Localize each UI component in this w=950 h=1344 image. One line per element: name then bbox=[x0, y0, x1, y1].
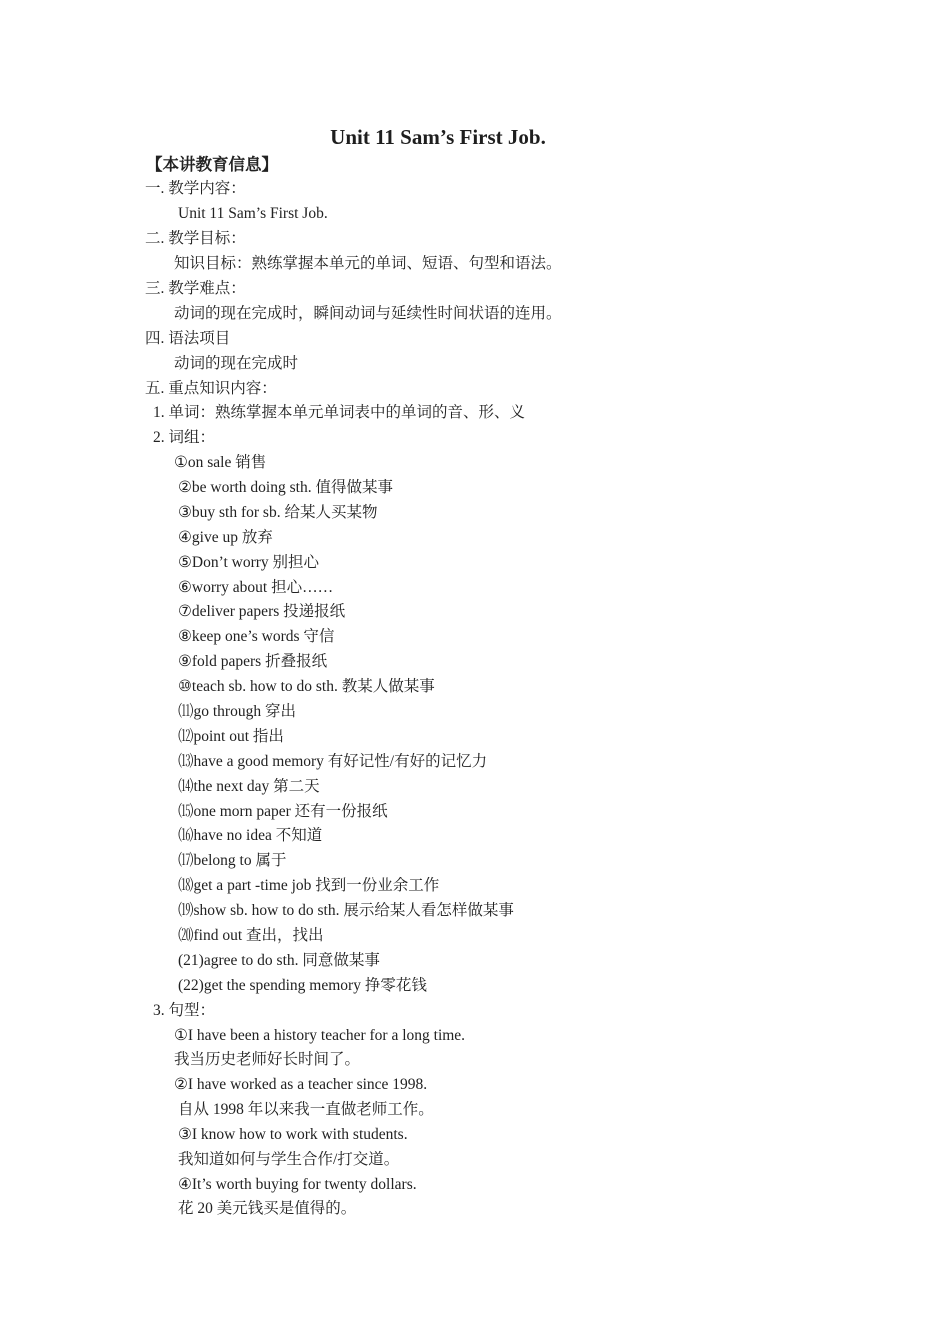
phrase-item: ⑨fold papers 折叠报纸 bbox=[178, 653, 328, 670]
phrase-item: ⑤Don’t worry 别担心 bbox=[178, 554, 320, 571]
phrase-item: ⒀have a good memory 有好记性/有好的记忆力 bbox=[178, 753, 488, 770]
phrase-item: ⒁the next day 第二天 bbox=[178, 778, 320, 795]
phrase-item: ⑩teach sb. how to do sth. 教某人做某事 bbox=[178, 678, 435, 695]
section-2-content: 知识目标：熟练掌握本单元的单词、短语、句型和语法。 bbox=[174, 255, 562, 272]
phrase-item: ④give up 放弃 bbox=[178, 529, 273, 546]
sentence-en: ③I know how to work with students. bbox=[178, 1126, 408, 1143]
section-2-label: 二. 教学目标： bbox=[145, 230, 246, 247]
phrase-item: ①on sale 销售 bbox=[174, 454, 267, 471]
sentence-en: ④It’s worth buying for twenty dollars. bbox=[178, 1176, 417, 1193]
section-5-label: 五. 重点知识内容： bbox=[145, 380, 277, 397]
phrases-label: 2. 词组： bbox=[153, 429, 216, 446]
section-3-label: 三. 教学难点： bbox=[145, 280, 246, 297]
phrase-item: ②be worth doing sth. 值得做某事 bbox=[178, 479, 393, 496]
phrase-item: ⑿point out 指出 bbox=[178, 728, 284, 745]
sentence-zh: 自从 1998 年以来我一直做老师工作。 bbox=[178, 1101, 434, 1118]
section-3-content: 动词的现在完成时，瞬间动词与延续性时间状语的连用。 bbox=[174, 305, 562, 322]
section-4-label: 四. 语法项目 bbox=[145, 330, 231, 347]
sentence-en: ①I have been a history teacher for a long time. bbox=[174, 1027, 466, 1044]
section-1-content: Unit 11 Sam’s First Job. bbox=[178, 205, 328, 222]
phrase-item: ⑾go through 穿出 bbox=[178, 703, 296, 720]
words-label: 1. 单词：熟练掌握本单元单词表中的单词的音、形、义 bbox=[153, 404, 526, 421]
sentence-zh: 花 20 美元钱买是值得的。 bbox=[178, 1200, 357, 1217]
phrase-item: ⒆show sb. how to do sth. 展示给某人看怎样做某事 bbox=[178, 902, 514, 919]
phrase-item: ③buy sth for sb. 给某人买某物 bbox=[178, 504, 378, 521]
phrase-item: (21)agree to do sth. 同意做某事 bbox=[178, 952, 380, 969]
phrase-item: ⑧keep one’s words 守信 bbox=[178, 628, 335, 645]
phrase-item: ⑥worry about 担心…… bbox=[178, 579, 334, 596]
phrase-item: ⑦deliver papers 投递报纸 bbox=[178, 603, 346, 620]
phrase-item: ⒃have no idea 不知道 bbox=[178, 827, 323, 844]
phrase-item: ⒅get a part -time job 找到一份业余工作 bbox=[178, 877, 440, 894]
sentences-label: 3. 句型： bbox=[153, 1002, 216, 1019]
document-title: Unit 11 Sam’s First Job. bbox=[330, 125, 546, 149]
phrase-item: ⒇find out 查出，找出 bbox=[178, 927, 324, 944]
section-4-content: 动词的现在完成时 bbox=[174, 355, 299, 372]
sentence-zh: 我当历史老师好长时间了。 bbox=[174, 1051, 361, 1068]
phrase-item: ⒄belong to 属于 bbox=[178, 852, 287, 869]
section-heading: 【本讲教育信息】 bbox=[146, 155, 278, 174]
sentence-zh: 我知道如何与学生合作/打交道。 bbox=[178, 1151, 400, 1168]
section-1-label: 一. 教学内容： bbox=[145, 180, 246, 197]
phrase-item: ⒂one morn paper 还有一份报纸 bbox=[178, 803, 388, 820]
phrase-item: (22)get the spending memory 挣零花钱 bbox=[178, 977, 427, 994]
sentence-en: ②I have worked as a teacher since 1998. bbox=[174, 1076, 428, 1093]
